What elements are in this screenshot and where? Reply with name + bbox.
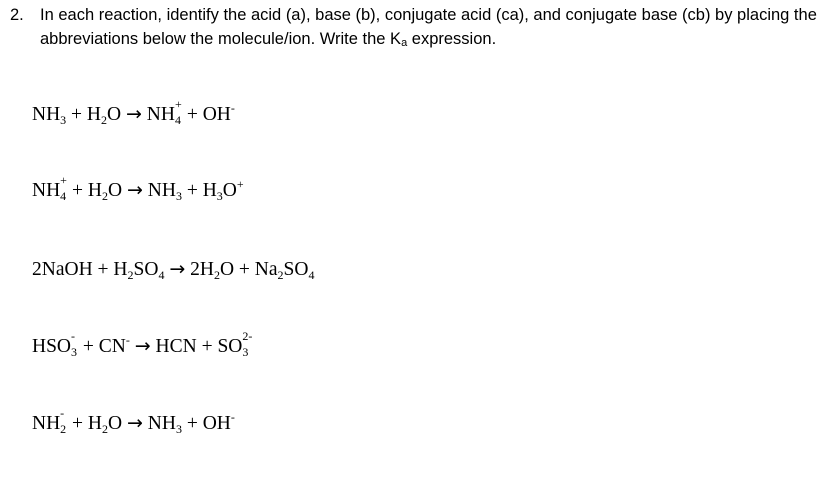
species-cn-minus: CN- <box>98 333 130 357</box>
plus-sign: + <box>186 413 198 434</box>
reaction-arrow-icon: → <box>126 412 143 434</box>
species-h2o: $H_2O$ <box>86 104 122 127</box>
plus-sign: + <box>186 180 198 201</box>
species-2naoh: 2NaOH <box>32 259 93 280</box>
plus-sign: + <box>238 259 250 280</box>
plus-sign: + <box>82 336 94 357</box>
reaction-2 <box>32 173 244 203</box>
prompt-text-end: expression. <box>407 30 497 48</box>
species-oh-minus: OH- <box>202 101 235 125</box>
species-h2o: $H_2O$ <box>87 180 123 203</box>
species-hso3-minus: HSO 3 - <box>32 329 78 359</box>
plus-sign: + <box>97 259 109 280</box>
reaction-arrow-icon: → <box>126 179 143 201</box>
species-nh4-plus: NH 4 + <box>32 173 67 203</box>
species-na2so4: $Na_2SO_4$ <box>254 259 315 282</box>
prompt-text: In each reaction, identify the acid (a), base (b), conjugate acid (ca), and conjugate base (cb) by placing the abbreviations below the molecule/ion. Write the K <box>40 6 817 48</box>
species-nh3: $NH_3$ <box>32 104 67 127</box>
reaction-1 <box>32 97 235 127</box>
species-nh3: $NH_3$ <box>147 180 182 203</box>
plus-sign: + <box>72 413 84 434</box>
species-hcn: HCN <box>155 336 197 357</box>
species-nh3: $NH_3$ <box>147 413 182 436</box>
question-prompt <box>40 3 825 51</box>
plus-sign: + <box>71 104 83 125</box>
reaction-3 <box>32 257 314 282</box>
species-h2so4: $H_2SO_4$ <box>113 259 165 282</box>
plus-sign: + <box>72 180 84 201</box>
reaction-arrow-icon: → <box>169 258 186 280</box>
species-nh4-plus: NH 4 + <box>146 97 182 127</box>
question-number: 2. <box>10 6 24 24</box>
plus-sign: + <box>201 336 213 357</box>
species-h2o: $H_2O$ <box>87 413 123 436</box>
question-block <box>10 3 825 51</box>
reaction-5 <box>32 406 235 436</box>
species-h3o-plus: $H_3O^+$ <box>202 177 244 203</box>
species-2h2o: $2H_2O$ <box>190 259 235 282</box>
species-so3-2minus: SO 3 2- <box>217 329 253 359</box>
species-nh2-minus: NH 2 - <box>32 406 67 436</box>
species-oh-minus: OH- <box>202 410 235 434</box>
reaction-arrow-icon: → <box>125 103 142 125</box>
reaction-4 <box>32 329 256 359</box>
plus-sign: + <box>186 104 198 125</box>
reaction-arrow-icon: → <box>134 335 151 357</box>
ka-subscript: a <box>401 37 408 49</box>
